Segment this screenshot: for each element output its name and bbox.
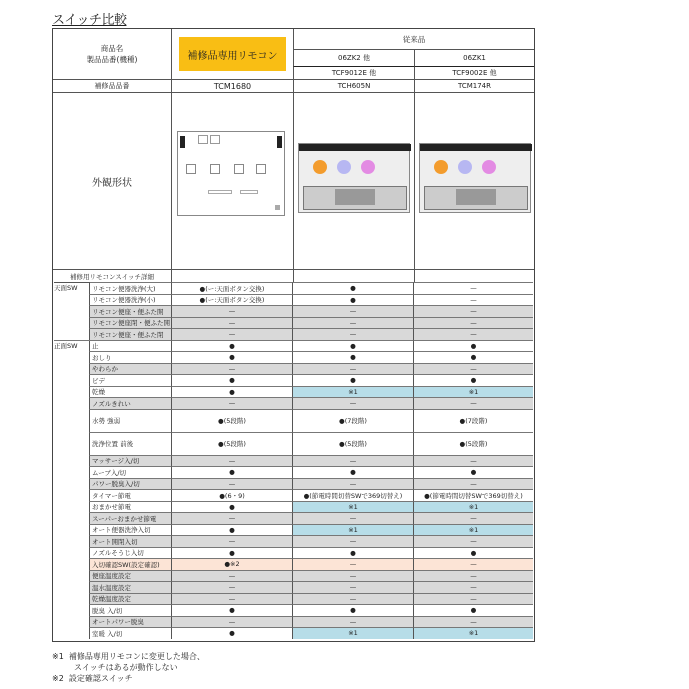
table-row: [53, 397, 534, 409]
row-value: ●: [171, 501, 292, 513]
footnote-mark: ※2: [52, 674, 64, 683]
group-top-sw: 天面SW: [54, 282, 90, 292]
row-value: ●: [292, 604, 413, 616]
row-value: ●(5段階): [292, 432, 413, 455]
row-label: オート開閉入切: [89, 535, 171, 547]
legacy-series-2: TCF9002E 他: [414, 66, 534, 79]
legacy-model-2: 06ZK1: [414, 49, 534, 66]
row-value: ●: [171, 340, 292, 352]
detail-section-label: 補修用リモコンスイッチ詳細: [53, 269, 171, 282]
row-label: オート便器洗浄入切: [89, 524, 171, 536]
row-value: ●: [292, 374, 413, 386]
row-value: ●: [413, 374, 533, 386]
row-label: スーパーおまかせ節電: [89, 512, 171, 524]
table-row: [53, 570, 534, 582]
table-row: [53, 455, 534, 467]
row-value: —: [413, 512, 533, 524]
row-value: ※1: [292, 524, 413, 536]
row-value: ●: [292, 340, 413, 352]
row-value: ●※2: [171, 558, 292, 570]
row-label: 止: [89, 340, 171, 352]
table-row: [53, 501, 534, 513]
table-row: [53, 593, 534, 605]
row-label: 水勢 強弱: [89, 409, 171, 432]
row-value: ※1: [292, 501, 413, 513]
group-front-sw: 正面SW: [54, 340, 90, 350]
row-value: —: [292, 616, 413, 628]
row-value: —: [292, 397, 413, 409]
row-value: —: [292, 317, 413, 329]
row-value: ●: [413, 604, 533, 616]
product-name-header: [53, 29, 171, 79]
row-value: —: [171, 581, 292, 593]
row-value: —: [413, 397, 533, 409]
row-value: —: [171, 593, 292, 605]
row-value: ●(節電時間切替SWで369切替え): [292, 489, 413, 501]
legacy-part-number-1: TCH605N: [293, 79, 414, 92]
row-label: リモコン便器洗浄(大): [89, 282, 171, 294]
row-value: —: [413, 328, 533, 340]
table-row: [53, 386, 534, 398]
row-value: —: [292, 328, 413, 340]
repair-remote-image: [177, 131, 285, 216]
row-value: ●: [413, 340, 533, 352]
row-value: ※1: [292, 386, 413, 398]
table-row: [53, 616, 534, 628]
row-value: —: [171, 328, 292, 340]
row-value: —: [292, 455, 413, 467]
row-value: ●: [171, 547, 292, 559]
table-row: [53, 432, 534, 455]
table-row: [53, 547, 534, 559]
table-row: [53, 305, 534, 317]
row-label: 便座温度設定: [89, 570, 171, 582]
table-row: [53, 340, 534, 352]
legacy-header: 従来品: [293, 29, 534, 49]
table-row: [53, 363, 534, 375]
row-value: —: [292, 478, 413, 490]
row-value: —: [413, 317, 533, 329]
row-value: —: [171, 512, 292, 524]
row-value: —: [171, 397, 292, 409]
row-label: オートパワー脱臭: [89, 616, 171, 628]
row-label: ビデ: [89, 374, 171, 386]
legacy-series-1: TCF9012E 他: [293, 66, 414, 79]
row-value: ●: [171, 386, 292, 398]
comparison-table: [52, 28, 535, 642]
row-value: —: [171, 616, 292, 628]
table-row: [53, 524, 534, 536]
row-label: リモコン便座閉・便ふた開: [89, 317, 171, 329]
row-value: ●(ー:天面ボタン交換): [171, 294, 292, 306]
row-value: —: [413, 616, 533, 628]
row-value: —: [413, 581, 533, 593]
row-value: ●: [292, 294, 413, 306]
row-value: —: [171, 455, 292, 467]
row-value: ※1: [413, 386, 533, 398]
row-value: ●: [413, 466, 533, 478]
table-row: [53, 581, 534, 593]
legacy-remote-image-1: [298, 143, 410, 213]
row-label: ノズルそうじ入切: [89, 547, 171, 559]
row-value: —: [413, 363, 533, 375]
row-value: —: [292, 535, 413, 547]
product-name-label: 商品名: [100, 44, 124, 53]
row-label: 室暖 入/切: [89, 627, 171, 639]
row-value: —: [292, 570, 413, 582]
row-value: —: [292, 512, 413, 524]
row-value: —: [171, 363, 292, 375]
table-row: [53, 294, 534, 306]
legacy-remote-image-2: [419, 143, 531, 213]
row-value: ●(5段階): [171, 409, 292, 432]
table-row: [53, 558, 534, 570]
footnote-1: [52, 651, 205, 673]
row-label: リモコン便座・便ふた閉: [89, 328, 171, 340]
row-value: ●: [171, 524, 292, 536]
legacy-model-1: 06ZK2 他: [293, 49, 414, 66]
part-number-label: 補修品品番: [53, 79, 171, 92]
row-label: タイマー節電: [89, 489, 171, 501]
row-value: —: [413, 478, 533, 490]
row-value: —: [171, 570, 292, 582]
legacy-remote-image-cell-1: [293, 92, 414, 269]
footnote-text: 設定確認スイッチ: [68, 674, 133, 683]
row-label: おしり: [89, 351, 171, 363]
row-label: リモコン便器洗浄(小): [89, 294, 171, 306]
model-label: 製品品番(機種): [86, 55, 138, 64]
row-value: ●(7段階): [292, 409, 413, 432]
row-value: ●: [171, 351, 292, 363]
row-value: ●(ー:天面ボタン交換): [171, 282, 292, 294]
row-label: 入切確認SW(設定確認): [89, 558, 171, 570]
row-value: ●: [413, 351, 533, 363]
row-label: 乾燥温度設定: [89, 593, 171, 605]
row-value: ※1: [413, 627, 533, 639]
table-row: [53, 535, 534, 547]
row-value: —: [171, 305, 292, 317]
row-value: ●(5段階): [171, 432, 292, 455]
table-row: [53, 466, 534, 478]
row-value: ※1: [413, 501, 533, 513]
row-value: ※1: [413, 524, 533, 536]
footnote-mark: ※1: [52, 652, 64, 661]
appearance-label: 外観形状: [53, 92, 171, 269]
row-value: —: [171, 478, 292, 490]
row-value: ●(5段階): [413, 432, 533, 455]
row-value: —: [413, 282, 533, 294]
table-row: [53, 317, 534, 329]
row-label: 温水温度設定: [89, 581, 171, 593]
table-row: [53, 604, 534, 616]
row-value: —: [292, 363, 413, 375]
page-title: スイッチ比較: [52, 13, 127, 28]
row-value: ●: [292, 466, 413, 478]
footnote-text: スイッチはあるが動作しない: [74, 663, 178, 672]
table-row: [53, 351, 534, 363]
footnote-text: 補修品専用リモコンに変更した場合、: [68, 652, 205, 661]
row-value: ●: [413, 547, 533, 559]
row-label: リモコン便座・便ふた開: [89, 305, 171, 317]
row-value: —: [413, 558, 533, 570]
row-value: ●: [292, 282, 413, 294]
row-value: ●: [292, 351, 413, 363]
row-label: マッサージ入/切: [89, 455, 171, 467]
legacy-part-number-2: TCM174R: [414, 79, 534, 92]
row-value: —: [171, 535, 292, 547]
row-value: ●(節電時間切替SWで369切替え): [413, 489, 533, 501]
row-value: —: [413, 570, 533, 582]
row-value: ●: [171, 627, 292, 639]
table-row: [53, 512, 534, 524]
table-row: [53, 374, 534, 386]
row-value: ●: [292, 547, 413, 559]
table-row: [53, 282, 534, 294]
table-row: [53, 627, 534, 639]
row-label: やわらか: [89, 363, 171, 375]
row-value: ●(7段階): [413, 409, 533, 432]
row-value: —: [413, 294, 533, 306]
table-row: [53, 328, 534, 340]
row-label: 乾燥: [89, 386, 171, 398]
row-value: —: [292, 593, 413, 605]
repair-remote-badge: 補修品専用リモコン: [179, 37, 286, 71]
row-label: ノズルきれい: [89, 397, 171, 409]
footnote-2: [52, 673, 133, 684]
row-value: —: [292, 581, 413, 593]
repair-remote-image-cell: [171, 92, 293, 269]
legacy-remote-image-cell-2: [414, 92, 534, 269]
row-value: —: [413, 593, 533, 605]
row-label: おまかせ節電: [89, 501, 171, 513]
row-label: ムーブ入/切: [89, 466, 171, 478]
table-row: [53, 489, 534, 501]
row-value: —: [171, 317, 292, 329]
row-label: 洗浄位置 前後: [89, 432, 171, 455]
row-value: —: [413, 455, 533, 467]
row-value: ●: [171, 604, 292, 616]
table-row: [53, 409, 534, 432]
row-value: —: [413, 535, 533, 547]
row-value: ※1: [292, 627, 413, 639]
row-value: —: [413, 305, 533, 317]
row-value: ●(6・9): [171, 489, 292, 501]
row-value: ●: [171, 374, 292, 386]
row-value: —: [292, 558, 413, 570]
row-label: 脱臭 入/切: [89, 604, 171, 616]
table-row: [53, 478, 534, 490]
repair-part-number: TCM1680: [171, 79, 293, 92]
row-value: ●: [171, 466, 292, 478]
row-value: —: [292, 305, 413, 317]
row-label: パワー脱臭入/切: [89, 478, 171, 490]
